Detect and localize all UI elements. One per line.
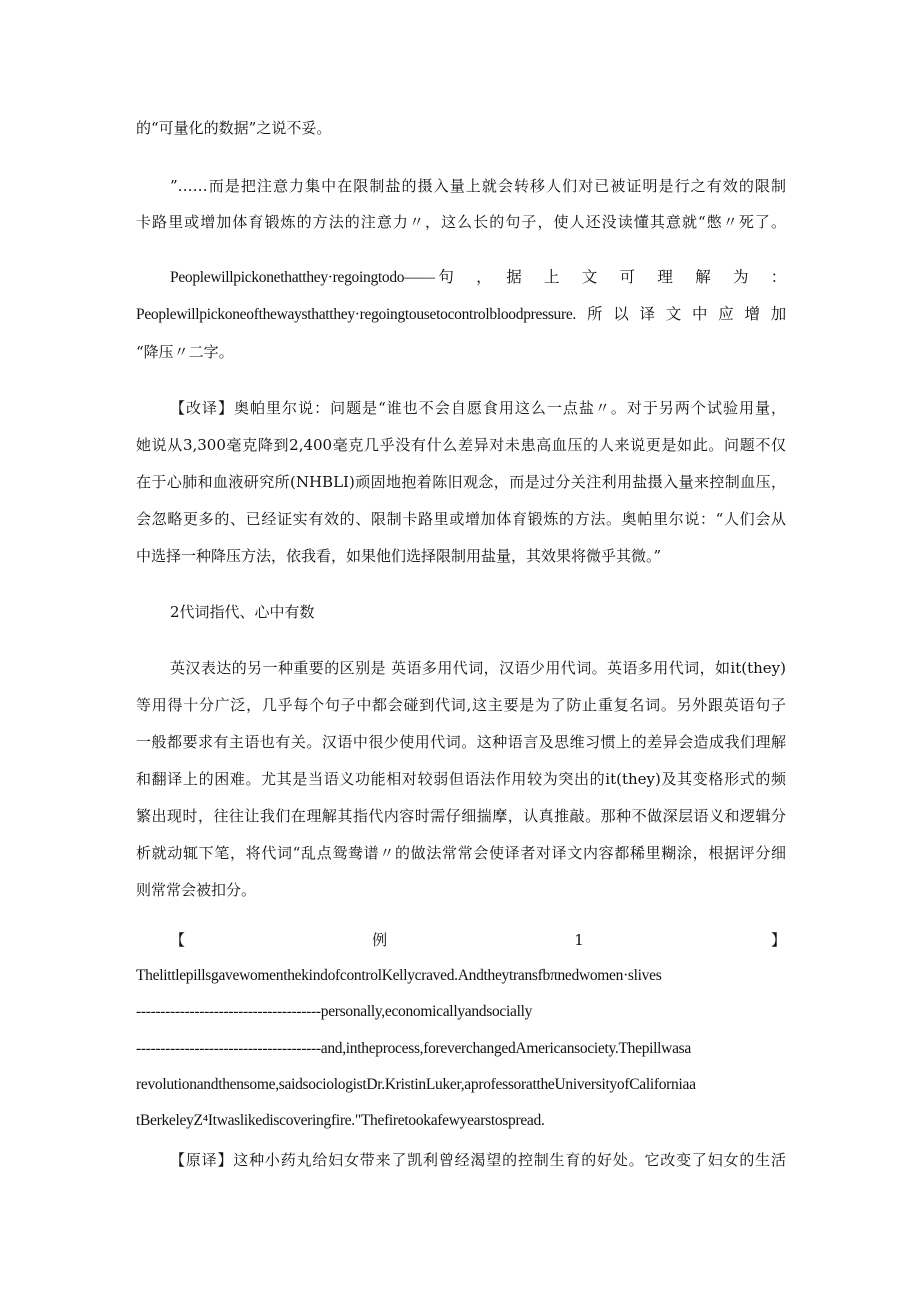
text-line: 卡路里或增加体育锻炼的方法的注意力〃，这么长的句子，使人还没读懂其意就“憋〃死了。 bbox=[136, 213, 786, 231]
text-line: 则常常会被扣分。 bbox=[136, 881, 257, 899]
text-line: 中选择一种降压方法，依我看，如果他们选择限制用盐量，其效果将微乎其微。” bbox=[136, 547, 662, 565]
section-heading: 2代词指代、心中有数 bbox=[170, 603, 315, 621]
text-line: 和翻译上的困难。尤其是当语义功能相对较弱但语法作用较为突出的it(they)及其变格形式的频 bbox=[136, 770, 786, 788]
text-line: revolutionandthensome,saidsociologistDr.KristinLuker,aprofessorattheUniversityofCaliforniaa bbox=[136, 1076, 696, 1093]
text-line: ”……而是把注意力集中在限制盐的摄入量上就会转移人们对已被证明是行之有效的限制 bbox=[170, 177, 786, 195]
text-line: 她说从3,300毫克降到2,400毫克几乎没有什么差异对未患高血压的人来说更是如此。问题不仅 bbox=[136, 436, 786, 454]
text-line: ThelittlepillsgavewomenthekindofcontrolKellycraved.Andtheytransfbπnedwomen·slives bbox=[136, 967, 662, 984]
text-line: --------------------------------------personally,economicallyandsocially bbox=[136, 1003, 533, 1020]
text-line: 【原译】这种小药丸给妇女带来了凯利曾经渴望的控制生育的好处。它改变了妇女的生活 bbox=[170, 1151, 786, 1169]
text-line: --------------------------------------and,intheprocess,foreverchangedAmericansociety.Thepillwasa bbox=[136, 1040, 691, 1057]
text-line: 一般都要求有主语也有关。汉语中很少使用代词。这种语言及思维习惯上的差异会造成我们理解 bbox=[136, 733, 786, 751]
text-line: 繁出现时，往往让我们在理解其指代内容时需仔细揣摩，认真推敲。那种不做深层语义和逻辑分 bbox=[136, 807, 786, 825]
text-line: 在于心肺和血液研究所(NHBLI)顽固地抱着陈旧观念，而是过分关注利用盐摄入量来控制血压， bbox=[136, 473, 786, 491]
example-heading: 【 例 1 】 bbox=[170, 931, 786, 949]
text-line: Peoplewillpickoneofthewaysthatthey·regoingtousetocontrolbloodpressure.所以译文中应增加 bbox=[136, 306, 786, 323]
text-line: 英汉表达的另一种重要的区别是 英语多用代词，汉语少用代词。英语多用代词，如it(they) bbox=[170, 659, 786, 677]
text-line: 会忽略更多的、已经证实有效的、限制卡路里或增加体育锻炼的方法。奥帕里尔说：“人们会从 bbox=[136, 510, 786, 528]
text-line: tBerkeleyZ⁴Itwaslikediscoveringfire."Thefiretookafewyearstospread. bbox=[136, 1112, 545, 1129]
text-line: Peoplewillpickonethatthey·regoingtodo——句 ， 据 上 文 可 理 解 为 ： bbox=[170, 269, 786, 286]
text-line: “降压〃二字。 bbox=[136, 343, 234, 361]
text-line: 等用得十分广泛，几乎每个句子中都会碰到代词,这主要是为了防止重复名词。另外跟英语句子 bbox=[136, 696, 786, 714]
text-line: 【改译】奥帕里尔说：问题是“谁也不会自愿食用这么一点盐〃。对于另两个试验用量， bbox=[170, 399, 786, 417]
text-line: 的“可量化的数据”之说不妥。 bbox=[136, 119, 332, 137]
text-line: 析就动辄下笔，将代词“乱点鸳鸯谱〃的做法常常会使译者对译文内容都稀里糊涂，根据评分细 bbox=[136, 844, 786, 862]
